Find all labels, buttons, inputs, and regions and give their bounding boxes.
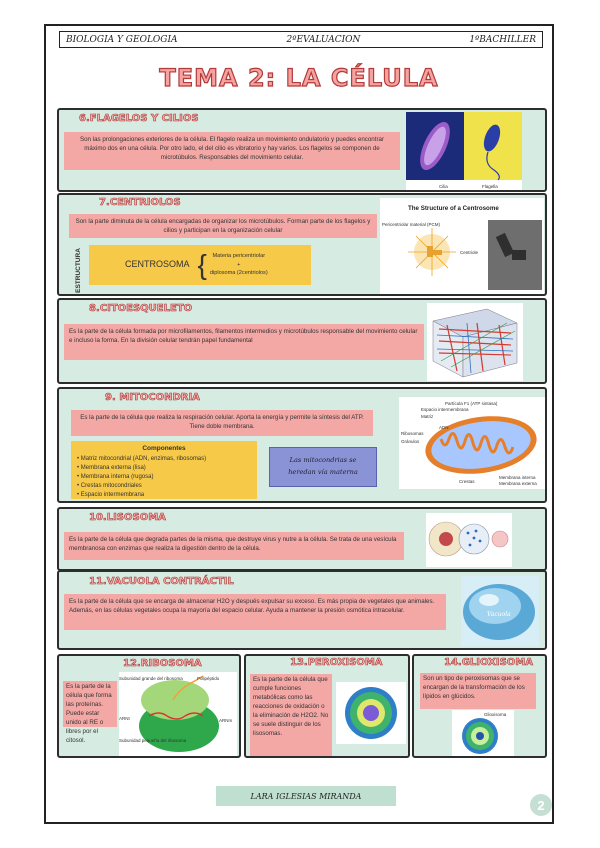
img-label-vacuole: Vacuola xyxy=(487,611,511,618)
section-ribosoma xyxy=(57,654,241,758)
img-label-cristae: Crestas xyxy=(459,479,475,484)
section-title: 14.GLIOXISOMA xyxy=(444,657,533,668)
flagella-cilia-image xyxy=(406,112,522,190)
centrosome-image xyxy=(380,198,544,294)
section-title: 13.PEROXISOMA xyxy=(290,657,383,668)
section-title: 6.FLAGELOS Y CILIOS xyxy=(79,113,199,124)
component-item: • Matriz mitocondrial (ADN, enzimas, ribosomas) xyxy=(77,455,207,462)
section-title: 9. MITOCONDRIA xyxy=(105,392,200,403)
author-footer: LARA IGLESIAS MIRANDA xyxy=(216,786,396,806)
cytoskeleton-image xyxy=(427,303,523,381)
section-citoesqueleto xyxy=(57,298,547,384)
page-number: 2 xyxy=(530,794,552,816)
structure-side-label: ESTRUCTURA xyxy=(74,248,82,293)
component-text: Matriz mitocondrial (ADN, enzimas, ribosomas) xyxy=(80,455,207,462)
section-peroxisoma xyxy=(244,654,410,758)
section-text: Son un tipo de peroxisomas que se encargan de la transformación de los lípidos en glúcidos. xyxy=(420,673,536,709)
img-label-large-subunit: Subunidad grande del ribosoma xyxy=(119,676,183,681)
peroxisome-image xyxy=(336,682,406,744)
section-text: Es la parte de la célula que degrada partes de la misma, que destruye virus y nutre a la célula. Se trata de una vesícula membranosa con enzimas que realiza la digestión dentro de la célula. xyxy=(64,532,404,560)
component-item: • Membrana externa (lisa) xyxy=(77,464,146,471)
section-text: Es la parte de la célula formada por microfilamentos, filamentos intermedios y microtúbulos responsable del movimiento celular e incluso la forma. En la división celular tendrán papel fundamental xyxy=(64,324,424,360)
section-text: Son las prolongaciones exteriores de la célula. El flagelo realiza un movimiento ondulatorio y puedes encontrar máximo dos en una célula. Por otro lado, el del cilio es vibratorio y hay varios. Los flagelos se componen de microtúbulos. Responsables del movimiento celular. xyxy=(64,132,400,170)
img-label-pcm: Pericentriolar material (PCM) xyxy=(382,222,441,227)
centrosome-components xyxy=(210,252,268,279)
components-box xyxy=(71,441,257,499)
header-subject: BIOLOGIA Y GEOLOGIA xyxy=(66,34,178,45)
img-label-inner-membrane: Membrana interna xyxy=(499,475,536,480)
img-label-granules: Gránulos xyxy=(401,439,420,444)
img-label-polypeptide: Polipéptido xyxy=(197,676,220,681)
vacuole-image xyxy=(461,576,539,646)
page xyxy=(44,24,554,824)
components-title: Componentes xyxy=(142,445,186,452)
section-text: Son la parte diminuta de la célula encargadas de organizar los microtúbulos. Forman parte de los flagelos y cilios y participan en la organización celular xyxy=(69,214,377,238)
component-text: Membrana externa (lisa) xyxy=(80,464,146,471)
img-label-intermembrane: Espacio intermembrana xyxy=(421,407,469,412)
mitochondria-image xyxy=(399,397,545,489)
section-vacuola xyxy=(57,570,547,650)
lysosome-image xyxy=(426,513,512,567)
img-label-outer-membrane: Membrana externa xyxy=(499,481,537,486)
img-label-trna: ARNt xyxy=(119,716,130,721)
glyoxysome-image xyxy=(452,710,514,756)
img-label-matrix: Matriz xyxy=(421,414,434,419)
section-text: Es la parte de la célula que realiza la respiración celular. Aporta la energía y permite la síntesis del ATP. Tiene doble membrana. xyxy=(71,410,373,436)
img-label-mrna: ARNm xyxy=(219,718,233,723)
img-label-small-subunit: Subunidad pequeña del ribosoma xyxy=(119,738,187,743)
page-title: TEMA 2: LA CÉLULA xyxy=(159,64,439,92)
section-glioxisoma xyxy=(412,654,547,758)
img-label-ribosomes: Ribosomas xyxy=(401,431,424,436)
section-centriolos xyxy=(57,193,547,296)
section-flagelos xyxy=(57,108,547,192)
img-label-atp: Partícula F1 (ATP sintasa) xyxy=(445,401,498,406)
img-label-dna: ADN xyxy=(439,425,449,430)
component-item: • Crestas mitocondriales xyxy=(77,482,142,489)
component-diplosome: diplosoma (2centriolos) xyxy=(209,270,268,277)
section-title: 11.VACUOLA CONTRÁCTIL xyxy=(89,576,234,587)
component-item: • Espacio intermembrana xyxy=(77,491,145,498)
section-mitocondria xyxy=(57,387,547,503)
inheritance-note: Las mitocondrias se heredan vía materna xyxy=(269,447,377,487)
component-text: Membrana interna (rugosa) xyxy=(80,473,154,480)
page-header xyxy=(59,31,543,48)
section-text: Es la parte de la célula que cumple funciones metabólicas como las reacciones de oxidación o la eliminación de H2O2. No se suele distinguir de los lisosomas. xyxy=(250,674,332,756)
component-plus: + xyxy=(237,261,241,268)
header-course: 1ºBACHILLER xyxy=(469,34,536,45)
img-label-centriole: Centriole xyxy=(460,250,479,255)
img-label-cilia: Cilia xyxy=(439,184,448,189)
ribosome-image xyxy=(119,672,237,756)
section-title: 12.RIBOSOMA xyxy=(123,658,202,669)
section-title: 8.CITOESQUELETO xyxy=(89,303,193,314)
section-title: 10.LISOSOMA xyxy=(89,512,166,523)
component-pcm: Materia pericentriolar xyxy=(212,252,266,259)
centrosome-label: CENTROSOMA xyxy=(125,259,190,270)
img-label-flagella: Flagella xyxy=(482,184,498,189)
img-label-glyoxysome: Glioxisoma xyxy=(484,712,507,717)
section-text: Es la parte de la célula que se encarga de almacenar H2O y después expulsar su exceso. Es más propia de vegetales que animales. Además, en las células vegetales ocupa la mayoría del espacio celular. Ayuda a mantener la presión osmótica intracelular. xyxy=(64,594,446,630)
img-title: The Structure of a Centrosome xyxy=(408,205,499,212)
centrosome-box xyxy=(89,245,311,285)
section-lisosoma xyxy=(57,507,547,571)
component-text: Crestas mitocondriales xyxy=(80,482,142,489)
section-title: 7.CENTRIOLOS xyxy=(99,197,181,208)
section-text: Es la parte de la célula que forma las proteínas. Puede estar unido al RE o libres por el citosol. xyxy=(63,681,117,727)
component-text: Espacio intermembrana xyxy=(80,491,145,498)
component-item: • Membrana interna (rugosa) xyxy=(77,473,154,480)
brace: { xyxy=(197,249,207,280)
header-term: 2ºEVALUACION xyxy=(286,34,361,45)
